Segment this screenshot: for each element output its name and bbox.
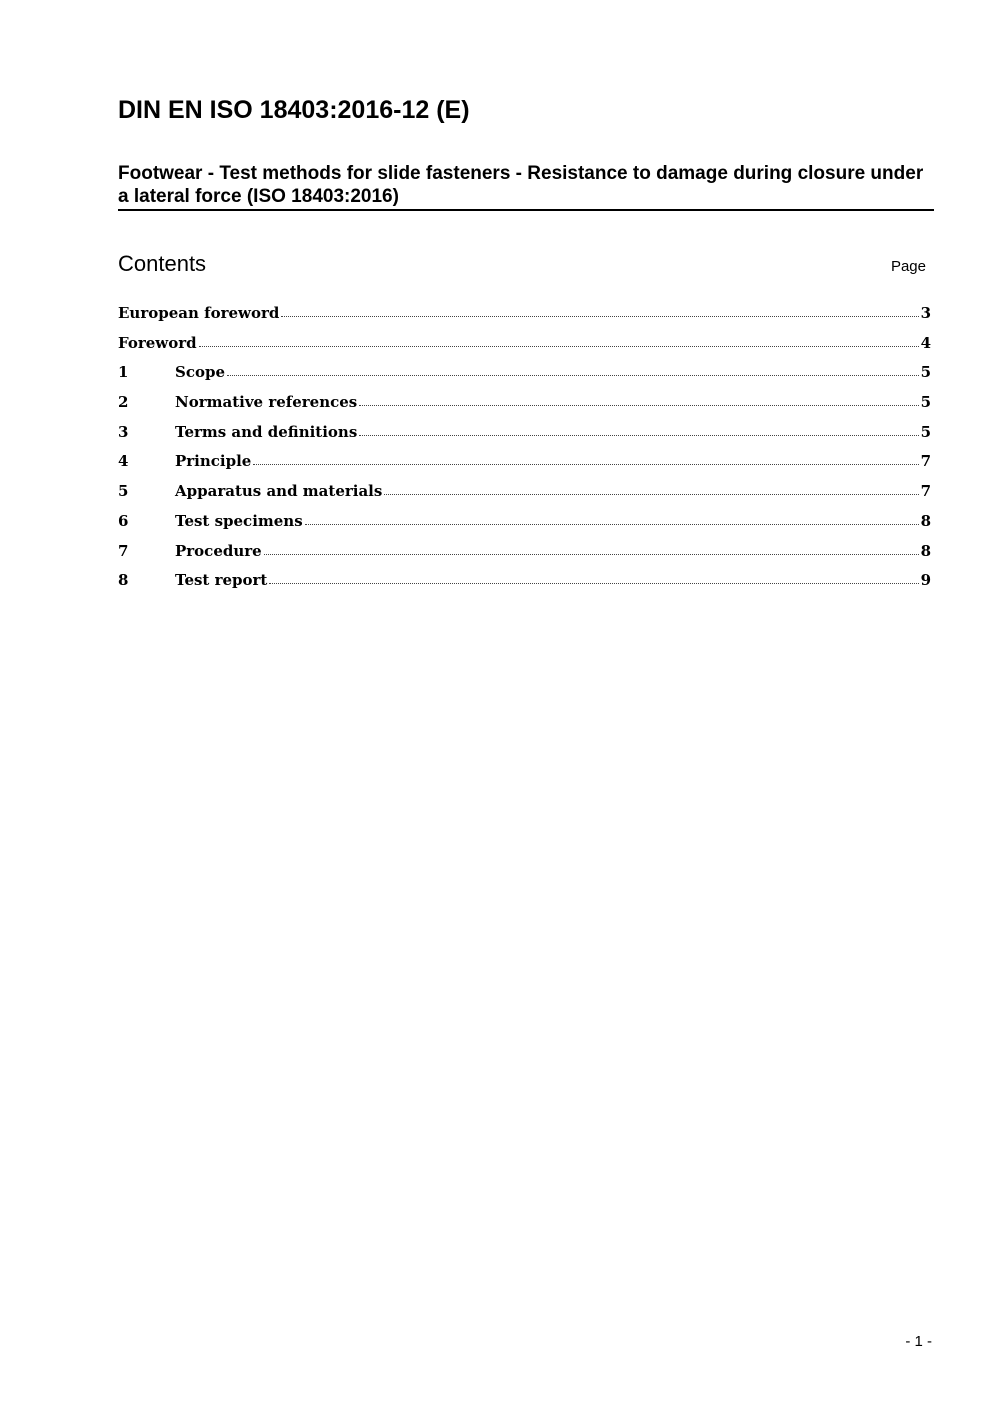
toc-entry-number: 3 <box>118 422 129 441</box>
toc-dot-leader <box>199 346 919 347</box>
toc-dot-leader <box>269 583 918 584</box>
toc-entry-foreword[interactable] <box>118 329 931 359</box>
toc-dot-leader <box>227 375 919 376</box>
toc-entry-label[interactable]: Foreword <box>118 333 197 352</box>
toc-entry-number: 8 <box>118 571 129 590</box>
toc-entry-label[interactable]: Normative references <box>175 393 358 412</box>
toc-entry-label[interactable]: European foreword <box>118 304 280 322</box>
toc-entry-label[interactable]: Terms and definitions <box>175 422 358 441</box>
toc-dot-leader <box>359 435 918 436</box>
toc-entry-apparatus-and-materials[interactable] <box>118 477 931 507</box>
toc-entry-number: 1 <box>118 363 129 382</box>
document-id: DIN EN ISO 18403:2016-12 (E) <box>118 96 470 124</box>
toc-dot-leader <box>384 494 918 495</box>
toc-entry-page[interactable]: 5 <box>920 363 931 382</box>
toc-entry-test-specimens[interactable] <box>118 507 931 537</box>
toc-entry-number: 7 <box>118 541 129 560</box>
toc-entry-principle[interactable] <box>118 447 931 477</box>
contents-heading: Contents <box>118 251 207 276</box>
toc-entry-page[interactable]: 4 <box>920 333 931 352</box>
toc-entry-label[interactable]: Principle <box>175 452 252 471</box>
toc-entry-number: 6 <box>118 511 129 530</box>
table-of-contents <box>118 299 931 596</box>
toc-entry-number: 5 <box>118 482 129 501</box>
toc-entry-label[interactable]: Procedure <box>175 541 262 560</box>
toc-entry-page[interactable]: 8 <box>920 511 931 530</box>
toc-dot-leader <box>253 464 918 465</box>
toc-dot-leader <box>359 405 918 406</box>
toc-entry-terms-and-definitions[interactable] <box>118 418 931 448</box>
toc-entry-label[interactable]: Test specimens <box>175 511 303 530</box>
toc-entry-scope[interactable] <box>118 358 931 388</box>
toc-entry-page[interactable]: 9 <box>920 571 931 590</box>
toc-entry-label[interactable]: Test report <box>175 571 268 590</box>
toc-entry-page[interactable]: 7 <box>920 482 931 501</box>
toc-entry-page[interactable]: 8 <box>920 541 931 560</box>
toc-entry-label[interactable]: Scope <box>175 363 226 382</box>
toc-entry-european-foreword[interactable] <box>118 299 931 329</box>
toc-entry-page[interactable]: 3 <box>920 304 931 322</box>
toc-entry-number: 2 <box>118 393 129 412</box>
document-title: Footwear - Test methods for slide fasteners - Resistance to damage during closure under a lateral force (ISO 18403:2016) <box>118 162 934 211</box>
toc-entry-page[interactable]: 5 <box>920 393 931 412</box>
toc-entry-normative-references[interactable] <box>118 388 931 418</box>
page-column-heading: Page <box>890 258 926 275</box>
toc-entry-page[interactable]: 5 <box>920 422 931 441</box>
toc-dot-leader <box>305 524 919 525</box>
footer-page-number: - 1 - <box>905 1333 932 1350</box>
toc-entry-test-report[interactable] <box>118 566 931 596</box>
toc-entry-page[interactable]: 7 <box>920 452 931 471</box>
toc-entry-number: 4 <box>118 452 129 471</box>
toc-dot-leader <box>281 316 918 317</box>
toc-entry-label[interactable]: Apparatus and materials <box>175 482 383 501</box>
toc-dot-leader <box>264 554 919 555</box>
toc-entry-procedure[interactable] <box>118 537 931 567</box>
